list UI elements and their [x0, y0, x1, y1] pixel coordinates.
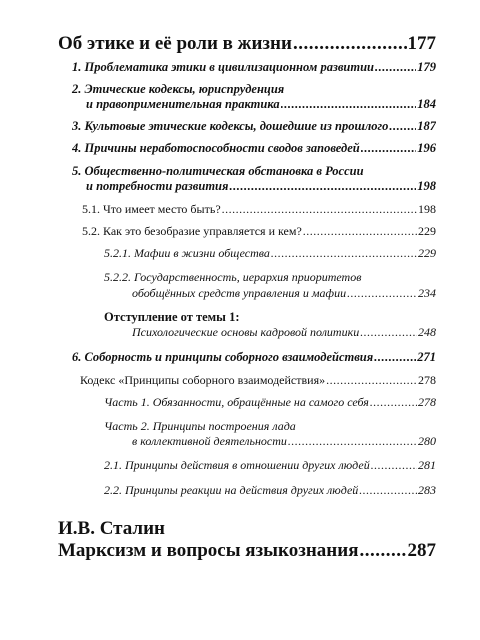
toc-entry-text: в коллективной деятельности: [132, 434, 287, 448]
toc-entry-text: Об этике и её роли в жизни: [58, 33, 292, 54]
toc-entry-marxism[interactable]: [58, 540, 436, 562]
leader-dots: [288, 434, 417, 449]
toc-entry-text: 2.1. Принципы действия в отношении других людей: [104, 458, 370, 472]
toc-entry-section-2[interactable]: [86, 97, 436, 112]
toc-entry-text: 3. Культовые этические кодексы, дошедшие из прошлого: [72, 119, 389, 133]
toc-entry-section-3[interactable]: [72, 119, 436, 134]
toc-entry-text: Психологические основы кадровой политики: [132, 325, 360, 339]
toc-page-number: 248: [418, 325, 436, 339]
leader-dots: [374, 350, 416, 365]
leader-dots: [303, 224, 417, 239]
leader-dots: [293, 33, 407, 55]
toc-entry-section-5-2-1[interactable]: [104, 246, 436, 261]
toc-entry-text: 5.2. Как это безобразие управляется и кем?: [82, 224, 302, 238]
toc-entry-section-4[interactable]: [72, 141, 436, 156]
toc-entry-part-2-1[interactable]: [104, 458, 436, 473]
leader-dots: [375, 60, 416, 75]
toc-page-number: 234: [418, 286, 436, 300]
toc-entry-section-1[interactable]: [72, 60, 436, 75]
toc-entry-section-5[interactable]: [86, 179, 436, 194]
toc-entry-text: 5.1. Что имеет место быть?: [82, 202, 221, 216]
leader-dots: [361, 141, 417, 156]
toc-entry-section-5-2-2-line1: 5.2.2. Государственность, иерархия приоритетов: [104, 270, 362, 284]
toc-entry-code[interactable]: [80, 373, 436, 388]
toc-entry-part-2-line1: Часть 2. Принципы построения лада: [104, 419, 296, 433]
toc-page-number: 281: [418, 458, 436, 472]
toc-entry-text: 2.2. Принципы реакции на действия других людей: [104, 483, 359, 497]
toc-page-number: 198: [417, 179, 436, 193]
toc-page-number: 278: [418, 373, 436, 387]
toc-entry-section-5-line1: 5. Общественно-политическая обстановка в России: [72, 164, 364, 178]
toc-page-number: 198: [418, 202, 436, 216]
leader-dots: [271, 246, 417, 261]
toc-entry-part-2-2[interactable]: [104, 483, 436, 498]
author-heading: И.В. Сталин: [58, 518, 165, 539]
toc-entry-section-5-1[interactable]: [82, 202, 436, 217]
toc-entry-text: обобщённых средств управления и мафии: [132, 286, 347, 300]
toc-entry-text: 4. Причины неработоспособности сводов заповедей: [72, 141, 360, 155]
toc-page-number: 196: [417, 141, 436, 155]
toc-page-number: 283: [418, 483, 436, 497]
leader-dots: [370, 395, 417, 410]
toc-entry-text: Кодекс «Принципы соборного взаимодействия»: [80, 373, 326, 387]
toc-entry-section-2-line1: 2. Этические кодексы, юриспруденция: [72, 82, 285, 96]
toc-entry-section-5-2-2[interactable]: [132, 286, 436, 301]
toc-entry-text: 6. Соборность и принципы соборного взаимодействия: [72, 350, 374, 364]
leader-dots: [281, 97, 417, 112]
toc-page-number: 280: [418, 434, 436, 448]
toc-page-number: 177: [407, 33, 436, 54]
digression-heading: Отступление от темы 1:: [104, 310, 240, 324]
leader-dots: [389, 119, 416, 134]
toc-entry-part-1[interactable]: [104, 395, 436, 410]
toc-entry-text: и правоприменительная практика: [86, 97, 280, 111]
toc-page-number: 187: [417, 119, 436, 133]
leader-dots: [360, 325, 417, 340]
toc-entry-text: и потребности развития: [86, 179, 229, 193]
toc-entry-text: Марксизм и вопросы языкознания: [58, 540, 359, 561]
toc-entry-text: Часть 1. Обязанности, обращённые на самого себя: [104, 395, 369, 409]
toc-page-number: 179: [417, 60, 436, 74]
toc-entry-text: 5.2.1. Мафии в жизни общества: [104, 246, 270, 260]
toc-page-number: 229: [418, 224, 436, 238]
leader-dots: [359, 483, 417, 498]
toc-entry-text: 1. Проблематика этики в цивилизационном развитии: [72, 60, 374, 74]
toc-entry-section-6[interactable]: [72, 350, 436, 365]
leader-dots: [359, 540, 406, 562]
toc-page-number: 287: [407, 540, 436, 561]
toc-entry-digression[interactable]: [132, 325, 436, 340]
leader-dots: [326, 373, 417, 388]
leader-dots: [371, 458, 417, 473]
toc-page-number: 229: [418, 246, 436, 260]
toc-page-number: 271: [417, 350, 436, 364]
toc-entry-ethics-title[interactable]: [58, 33, 436, 55]
leader-dots: [222, 202, 417, 217]
toc-entry-part-2[interactable]: [132, 434, 436, 449]
toc-page-number: 278: [418, 395, 436, 409]
leader-dots: [347, 286, 417, 301]
toc-entry-section-5-2[interactable]: [82, 224, 436, 239]
toc-page-number: 184: [417, 97, 436, 111]
leader-dots: [229, 179, 416, 194]
